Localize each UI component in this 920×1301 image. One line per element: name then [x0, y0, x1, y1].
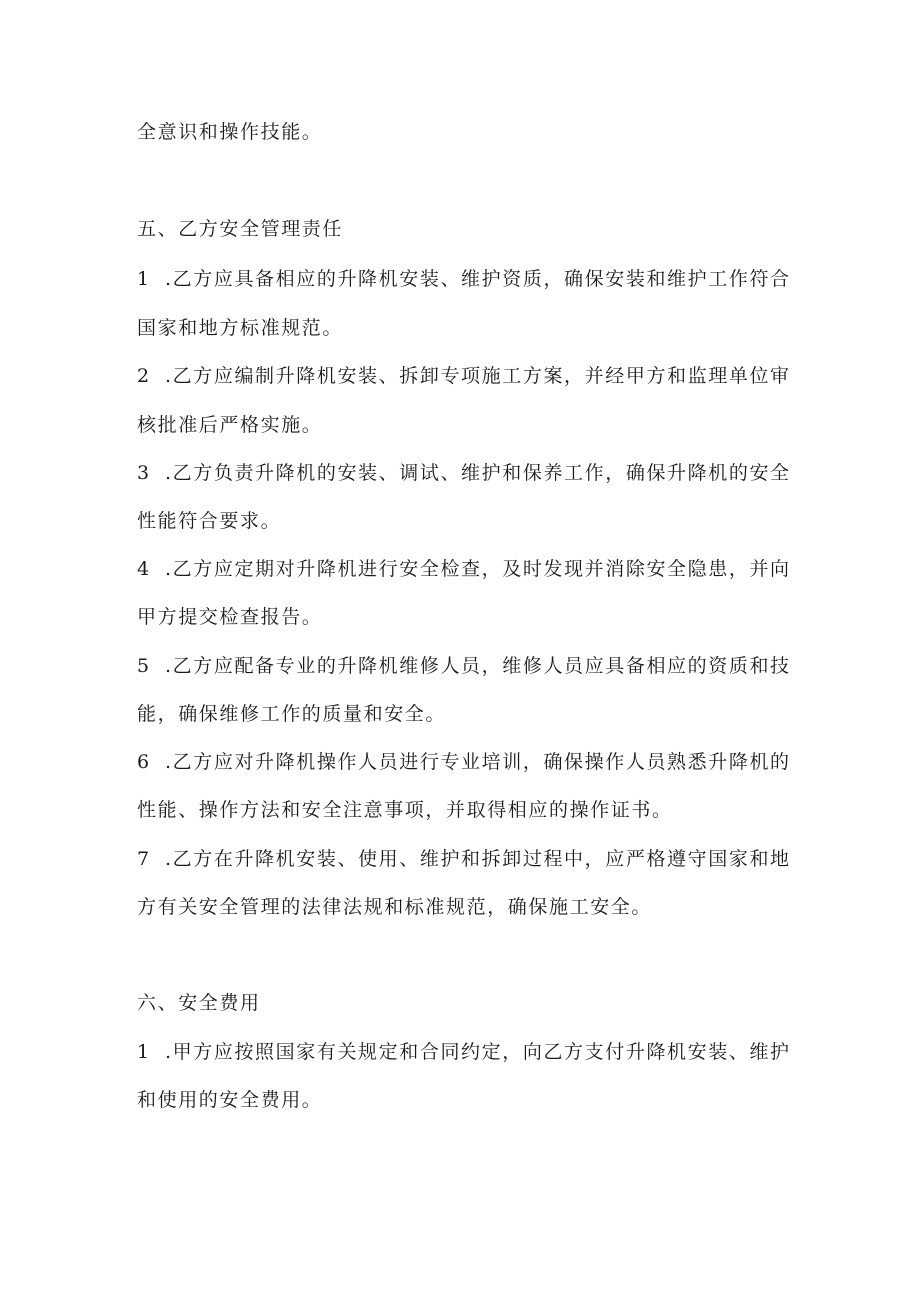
- item-number: 7: [137, 848, 150, 870]
- item-text-continuation: 性能符合要求。: [137, 510, 282, 532]
- list-item: [137, 557, 791, 581]
- list-item: [137, 847, 791, 871]
- list-item: [137, 750, 791, 774]
- item-text-continuation: 性能、操作方法和安全注意事项，并取得相应的操作证书。: [137, 799, 673, 821]
- item-text: .乙方应编制升降机安装、拆卸专项施工方案，并经甲方和监理单位审: [165, 365, 791, 387]
- list-item: [137, 267, 791, 291]
- item-number: 3: [137, 462, 150, 484]
- list-item: [137, 364, 791, 388]
- section-6-heading: 六、安全费用: [137, 992, 261, 1014]
- item-text: .乙方负责升降机的安装、调试、维护和保养工作，确保升降机的安全: [165, 462, 791, 484]
- item-text: .乙方应具备相应的升降机安装、维护资质，确保安装和维护工作符合: [165, 268, 791, 290]
- item-text-continuation: 核批准后严格实施。: [137, 414, 323, 436]
- item-text-continuation: 方有关安全管理的法律法规和标准规范，确保施工安全。: [137, 896, 653, 918]
- list-item: [137, 461, 791, 485]
- item-text-continuation: 国家和地方标准规范。: [137, 317, 344, 339]
- item-text-continuation: 甲方提交检查报告。: [137, 606, 323, 628]
- item-text: .甲方应按照国家有关规定和合同约定，向乙方支付升降机安装、维护: [165, 1041, 791, 1063]
- item-number: 6: [137, 751, 150, 773]
- item-number: 4: [137, 558, 150, 580]
- item-text-continuation: 能，确保维修工作的质量和安全。: [137, 703, 447, 725]
- list-item: [137, 654, 791, 678]
- item-text: .乙方应定期对升降机进行安全检查，及时发现并消除安全隐患，并向: [165, 558, 791, 580]
- item-text: .乙方应配备专业的升降机维修人员，维修人员应具备相应的资质和技: [165, 655, 791, 677]
- item-number: 5: [137, 655, 150, 677]
- list-item: [137, 1040, 791, 1064]
- section-5-heading: 五、乙方安全管理责任: [137, 218, 344, 240]
- item-number: 1: [137, 1041, 150, 1063]
- item-number: 1: [137, 268, 150, 290]
- continuation-text: 全意识和操作技能。: [137, 121, 323, 143]
- item-text: .乙方在升降机安装、使用、维护和拆卸过程中，应严格遵守国家和地: [165, 848, 791, 870]
- item-text-continuation: 和使用的安全费用。: [137, 1089, 323, 1111]
- item-number: 2: [137, 365, 150, 387]
- item-text: .乙方应对升降机操作人员进行专业培训，确保操作人员熟悉升降机的: [165, 751, 791, 773]
